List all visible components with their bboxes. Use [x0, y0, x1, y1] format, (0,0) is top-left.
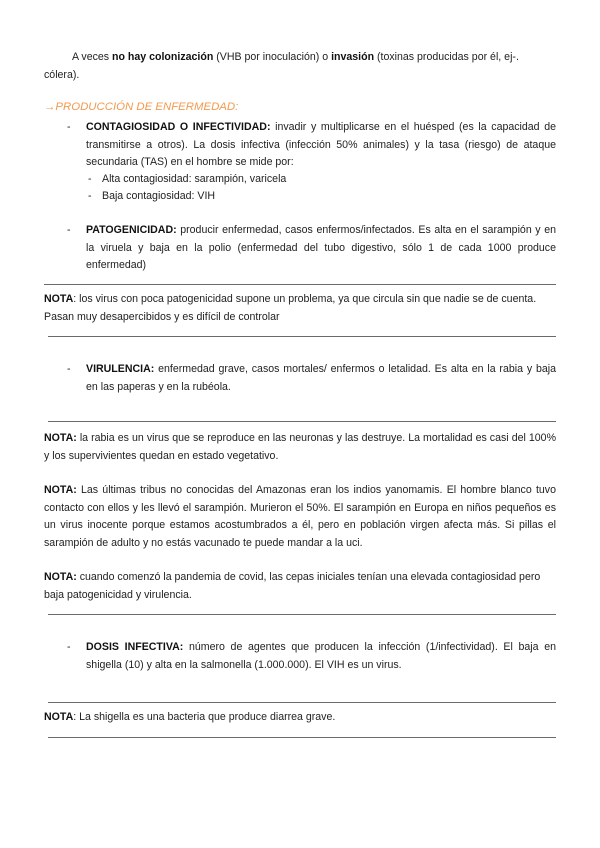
bullet-dash: -	[67, 363, 71, 375]
note-text: Las últimas tribus no conocidas del Amazonas eran los indios yanomamis. El hombre blanco tuvo contacto con ellos y les llevó el sarampión. Murieron el 50%. El sarampión en Europa en niños pequeños es un virus inocente porque estamos acostumbrados a él, pero en población virgen afecta más. Si pillas el sarampión de adulto y no estás vacunado te puede mandar a la uci.	[44, 484, 556, 549]
contagiosidad-label: CONTAGIOSIDAD O INFECTIVIDAD:	[86, 121, 271, 133]
divider	[48, 614, 556, 615]
intro-bold-colonizacion: no hay colonización	[112, 51, 214, 63]
note-paragraph	[44, 291, 558, 326]
note-label: NOTA:	[44, 571, 77, 583]
bullet-dash: -	[67, 641, 71, 653]
patogenicidad-paragraph	[86, 222, 556, 275]
divider	[44, 284, 556, 285]
dosis-text: número de agentes que producen la infección (1/infectividad). El baja en shigella (10) y alta en la salmonella (1.000.000). El VIH es un virus.	[86, 641, 556, 671]
dosis-paragraph	[86, 639, 556, 674]
sub-bullet-dash: -	[88, 190, 92, 202]
sub-item-baja: Baja contagiosidad: VIH	[102, 190, 216, 202]
bullet-dash: -	[67, 224, 71, 236]
divider	[48, 737, 556, 738]
note-text: : La shigella es una bacteria que produce diarrea grave.	[73, 711, 336, 723]
note-text: la rabia es un virus que se reproduce en las neuronas y las destruye. La mortalidad es casi del 100% y los supervivientes quedan en estado vegetativo.	[44, 432, 556, 462]
dosis-label: DOSIS INFECTIVA:	[86, 641, 184, 653]
note-text: cuando comenzó la pandemia de covid, las cepas iniciales tenían una elevada contagiosidad pero baja patogenicidad y virulencia.	[44, 571, 541, 601]
section-heading: →PRODUCCIÓN DE ENFERMEDAD:	[44, 101, 239, 113]
note-paragraph	[44, 709, 558, 727]
patogenicidad-text: producir enfermedad, casos enfermos/infectados. Es alta en el sarampión y en la viruela y baja en la polio (enfermedad del tubo digestivo, sólo 1 de cada 1000 produce enfermedad)	[86, 224, 556, 271]
sub-item-alta: Alta contagiosidad: sarampión, varicela	[102, 173, 287, 185]
note-text: : los virus con poca patogenicidad supone un problema, ya que circula sin que nadie se de cuenta. Pasan muy desapercibidos y es difícil de controlar	[44, 293, 537, 323]
bullet-dash: -	[67, 121, 71, 133]
note-paragraph	[44, 430, 556, 465]
intro-bold-invasion: invasión	[331, 51, 375, 63]
intro-text: A veces	[72, 51, 113, 63]
note-label: NOTA:	[44, 432, 77, 444]
contagiosidad-paragraph	[86, 119, 556, 172]
patogenicidad-label: PATOGENICIDAD:	[86, 224, 177, 236]
divider	[48, 421, 556, 422]
contagiosidad-text: invadir y multiplicarse en el huésped (es la capacidad de transmitirse a otros). La dosis infectiva (infección 50% animales) y la tasa (riesgo) de ataque secundaria (TAS) en el hombre se mide por:	[86, 121, 557, 168]
sub-bullet-dash: -	[88, 173, 92, 185]
divider	[48, 702, 556, 703]
intro-text-end: (toxinas producidas por él, ej-. cólera).	[44, 51, 519, 81]
virulencia-label: VIRULENCIA:	[86, 363, 155, 375]
divider	[48, 336, 556, 337]
note-paragraph	[44, 482, 556, 552]
note-label: NOTA:	[44, 484, 77, 496]
note-paragraph	[44, 569, 558, 604]
intro-paragraph	[44, 49, 556, 84]
note-label: NOTA	[44, 293, 74, 305]
virulencia-paragraph	[86, 361, 556, 396]
intro-text-mid: (VHB por inoculación) o	[213, 51, 332, 63]
virulencia-text: enfermedad grave, casos mortales/ enfermos o letalidad. Es alta en la rabia y baja en las paperas y en la rubéola.	[86, 363, 556, 393]
note-label: NOTA	[44, 711, 74, 723]
